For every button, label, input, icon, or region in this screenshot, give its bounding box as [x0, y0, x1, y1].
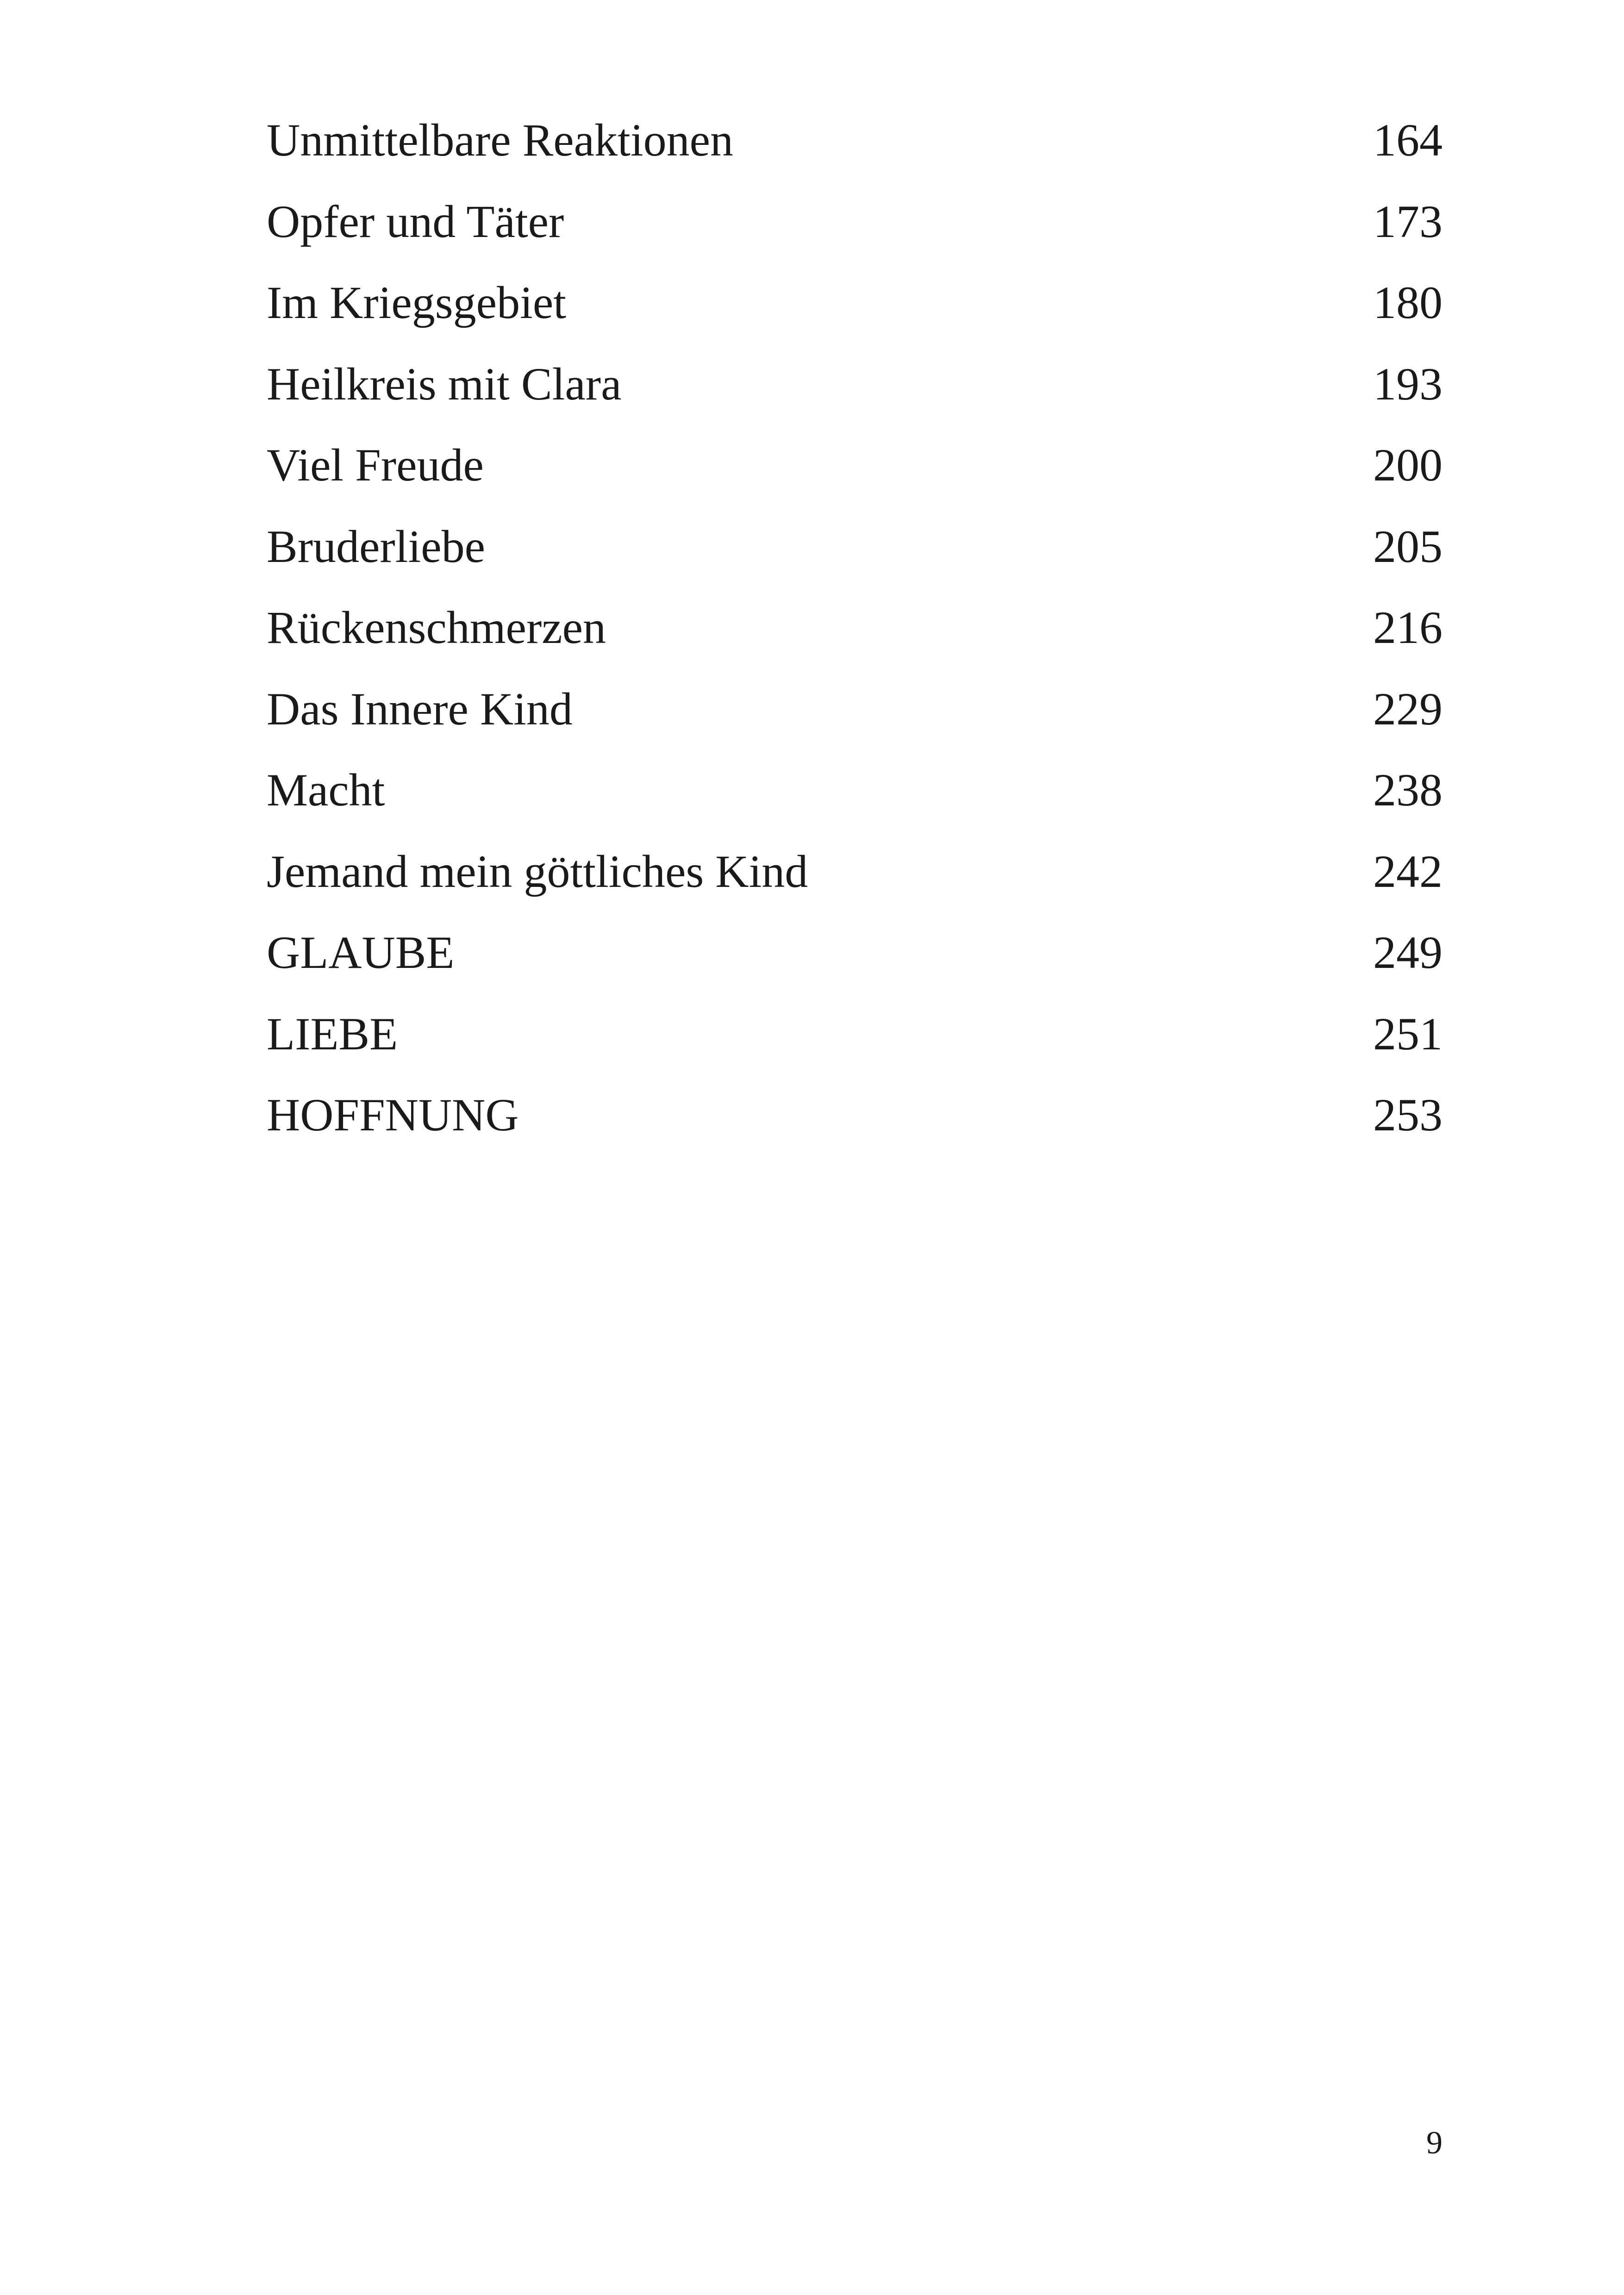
toc-entry-title: Rückenschmerzen	[267, 602, 606, 653]
toc-entry-page: 229	[1373, 683, 1443, 735]
toc-entry-title: Bruderliebe	[267, 520, 486, 572]
toc-entry[interactable]	[267, 349, 1443, 431]
toc-entry[interactable]	[267, 837, 1443, 918]
toc-entry-page: 242	[1373, 845, 1443, 897]
toc-entry[interactable]	[267, 755, 1443, 837]
toc-entry[interactable]	[267, 918, 1443, 999]
toc-entry[interactable]	[267, 1080, 1443, 1162]
toc-entry-title: Opfer und Täter	[267, 195, 564, 247]
toc-entry-page: 216	[1373, 602, 1443, 653]
toc-entry-page: 193	[1373, 358, 1443, 410]
toc-entry-page: 180	[1373, 277, 1443, 328]
toc-entry[interactable]	[267, 512, 1443, 593]
toc-entry[interactable]	[267, 430, 1443, 512]
toc-entry-title: LIEBE	[267, 1008, 398, 1060]
toc-entry-page: 251	[1373, 1008, 1443, 1060]
toc-entry-page: 249	[1373, 927, 1443, 978]
toc-entry-title: Unmittelbare Reaktionen	[267, 114, 734, 166]
toc-entry[interactable]	[267, 187, 1443, 268]
toc-entry-page: 173	[1373, 195, 1443, 247]
toc-entry[interactable]	[267, 268, 1443, 349]
toc-entry-title: Das Innere Kind	[267, 683, 573, 735]
toc-entry[interactable]	[267, 106, 1443, 187]
toc-entry-title: Jemand mein göttliches Kind	[267, 845, 808, 897]
toc-entry-title: Heilkreis mit Clara	[267, 358, 622, 410]
toc-entry[interactable]	[267, 674, 1443, 756]
toc-entry[interactable]	[267, 593, 1443, 674]
table-of-contents	[267, 106, 1443, 1162]
toc-entry-title: Macht	[267, 764, 385, 816]
toc-entry[interactable]	[267, 999, 1443, 1081]
toc-entry-title: Viel Freude	[267, 439, 484, 491]
toc-entry-title: HOFFNUNG	[267, 1089, 519, 1141]
toc-entry-title: GLAUBE	[267, 927, 455, 978]
toc-entry-page: 238	[1373, 764, 1443, 816]
toc-entry-page: 164	[1373, 114, 1443, 166]
toc-entry-page: 205	[1373, 520, 1443, 572]
page-number: 9	[1426, 2125, 1443, 2161]
toc-entry-title: Im Kriegsgebiet	[267, 277, 567, 328]
toc-entry-page: 253	[1373, 1089, 1443, 1141]
toc-entry-page: 200	[1373, 439, 1443, 491]
